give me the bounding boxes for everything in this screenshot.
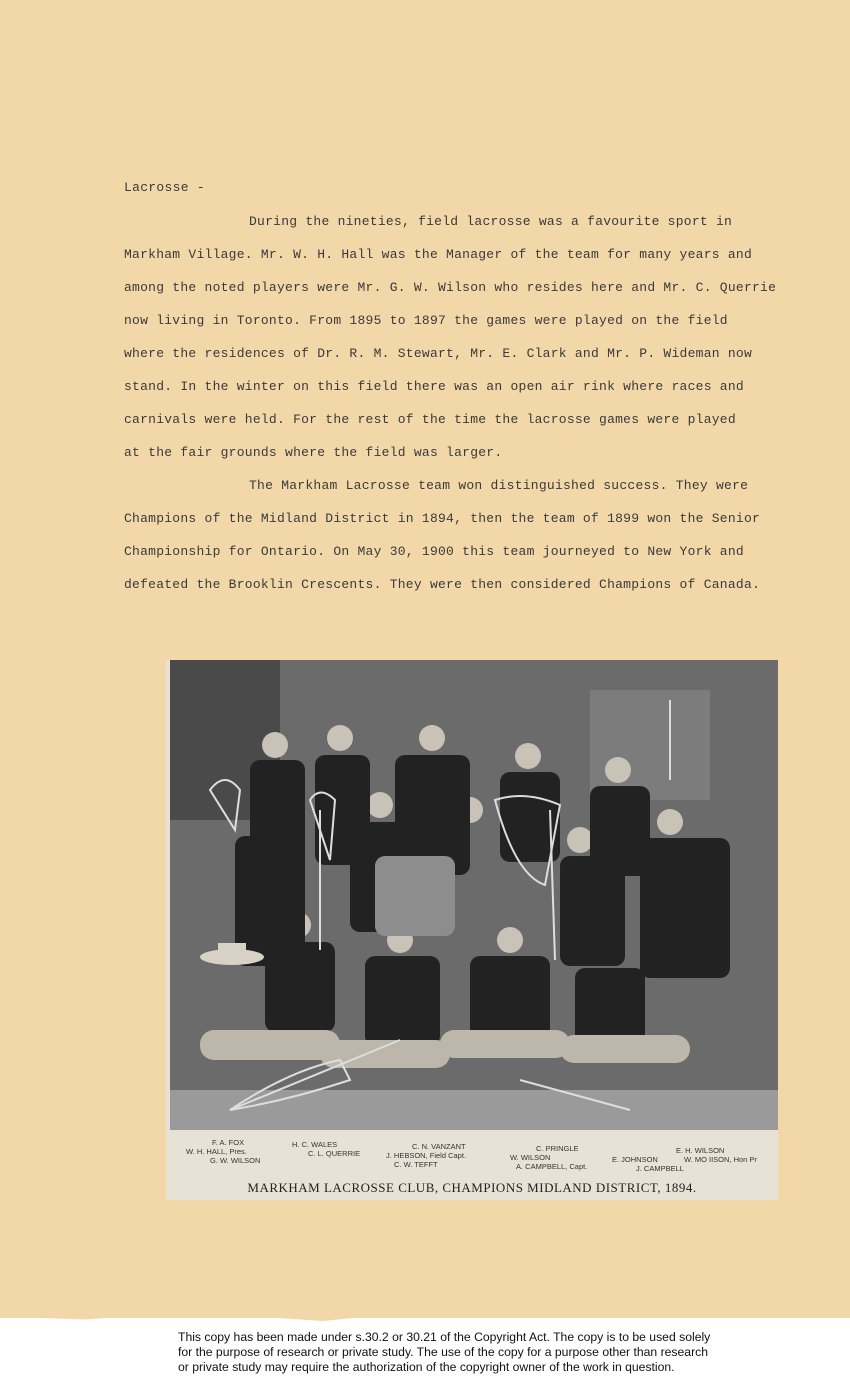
player-name: C. PRINGLE xyxy=(536,1144,579,1153)
text-line: now living in Toronto. From 1895 to 1897 the games were played on the field xyxy=(124,313,728,328)
text-line: Markham Village. Mr. W. H. Hall was the Manager of the team for many years and xyxy=(124,247,752,262)
player-name: G. W. WILSON xyxy=(210,1156,261,1165)
text-line: stand. In the winter on this field there was an open air rink where races and xyxy=(124,379,744,394)
player-name: F. A. FOX xyxy=(212,1138,245,1147)
player-name: C. L. QUERRIE xyxy=(308,1149,361,1158)
player-name: A. CAMPBELL, Capt. xyxy=(516,1162,588,1171)
team-photo-illustration xyxy=(170,660,778,1130)
photo-caption-title: MARKHAM LACROSSE CLUB, CHAMPIONS MIDLAND DISTRICT, 1894. xyxy=(247,1180,697,1195)
player-name: W. MO IISON, Hon Pr xyxy=(684,1155,757,1164)
photo-caption-names xyxy=(166,1138,778,1182)
text-line: where the residences of Dr. R. M. Stewart, Mr. E. Clark and Mr. P. Wideman now xyxy=(124,346,752,361)
player-name: C. W. TEFFT xyxy=(394,1160,438,1169)
player-name: H. C. WALES xyxy=(292,1140,338,1149)
player-name: J. HEBSON, Field Capt. xyxy=(386,1151,467,1160)
text-line: carnivals were held. For the rest of the time the lacrosse games were played xyxy=(124,412,736,427)
copyright-notice xyxy=(178,1330,798,1375)
player-name: W. H. HALL, Pres. xyxy=(186,1147,247,1156)
text-line: among the noted players were Mr. G. W. Wilson who resides here and Mr. C. Querrie xyxy=(124,280,777,295)
player-name: W. WILSON xyxy=(510,1153,551,1162)
paragraph-championships xyxy=(124,469,814,601)
paragraph-history xyxy=(124,205,814,469)
team-photo xyxy=(170,660,778,1130)
text-line: at the fair grounds where the field was larger. xyxy=(124,445,503,460)
team-photograph-clipping xyxy=(166,660,778,1200)
text-line: defeated the Brooklin Crescents. They were then considered Champions of Canada. xyxy=(124,577,761,592)
player-name: C. N. VANZANT xyxy=(412,1142,466,1151)
text-line: During the nineties, field lacrosse was a favourite sport in xyxy=(249,214,733,229)
player-name: J. CAMPBELL xyxy=(636,1164,684,1173)
copyright-line: or private study may require the authorization of the copyright owner of the work in question. xyxy=(178,1360,675,1374)
copyright-line: for the purpose of research or private study. The use of the copy for a purpose other than research xyxy=(178,1345,709,1359)
player-name: E. H. WILSON xyxy=(676,1146,725,1155)
text-line: The Markham Lacrosse team won distinguished success. They were xyxy=(249,478,749,493)
text-line: Championship for Ontario. On May 30, 1900 this team journeyed to New York and xyxy=(124,544,744,559)
section-heading: Lacrosse - xyxy=(124,180,206,195)
copyright-line: This copy has been made under s.30.2 or 30.21 of the Copyright Act. The copy is to be used solely xyxy=(178,1330,711,1344)
player-name: E. JOHNSON xyxy=(612,1155,658,1164)
text-line: Champions of the Midland District in 1894, then the team of 1899 won the Senior xyxy=(124,511,761,526)
